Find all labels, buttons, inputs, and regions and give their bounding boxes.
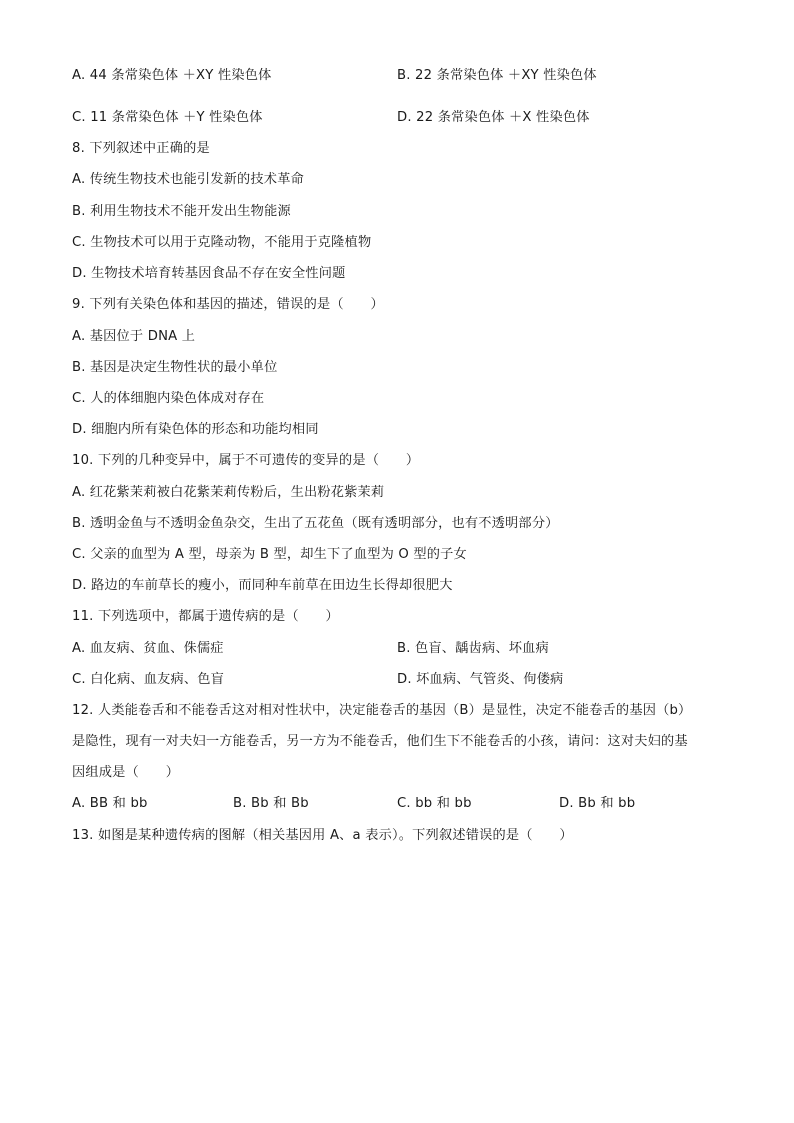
q11-options-row-2	[72, 671, 722, 689]
q9-option-d[interactable]: D. 细胞内所有染色体的形态和功能均相同	[72, 422, 319, 437]
q7-option-a[interactable]: A. 44 条常染色体 ＋XY 性染色体	[72, 68, 272, 83]
q9-stem: 9. 下列有关染色体和基因的描述，错误的是（ ）	[72, 297, 384, 312]
q8-option-d[interactable]: D. 生物技术培育转基因食品不存在安全性问题	[72, 266, 346, 281]
q7-options-row-2	[72, 109, 722, 127]
q7-option-b[interactable]: B. 22 条常染色体 ＋XY 性染色体	[397, 68, 597, 83]
q11-options-row-1	[72, 640, 722, 658]
q10-option-c[interactable]: C. 父亲的血型为 A 型，母亲为 B 型，却生下了血型为 O 型的子女	[72, 547, 467, 562]
q10-option-b[interactable]: B. 透明金鱼与不透明金鱼杂交，生出了五花鱼（既有透明部分，也有不透明部分）	[72, 516, 559, 531]
q8-option-b[interactable]: B. 利用生物技术不能开发出生物能源	[72, 204, 291, 219]
q11-option-a[interactable]: A. 血友病、贫血、侏儒症	[72, 641, 224, 656]
q12-stem-line-3: 因组成是（ ）	[72, 765, 180, 780]
q8-option-c[interactable]: C. 生物技术可以用于克隆动物，不能用于克隆植物	[72, 235, 372, 250]
q13-stem: 13. 如图是某种遗传病的图解（相关基因用 A、a 表示）。下列叙述错误的是（ ）	[72, 828, 573, 843]
q9-option-a[interactable]: A. 基因位于 DNA 上	[72, 329, 196, 344]
q7-option-d[interactable]: D. 22 条常染色体 ＋X 性染色体	[397, 110, 590, 125]
q11-stem: 11. 下列选项中，都属于遗传病的是（ ）	[72, 609, 339, 624]
q12-stem-line-1: 12. 人类能卷舌和不能卷舌这对相对性状中，决定能卷舌的基因（B）是显性，决定不能卷舌的基因（b）	[72, 703, 692, 718]
q11-option-c[interactable]: C. 白化病、血友病、色盲	[72, 672, 225, 687]
q12-options-row	[72, 795, 722, 813]
q12-option-d[interactable]: D. Bb 和 bb	[559, 796, 636, 811]
q9-option-b[interactable]: B. 基因是决定生物性状的最小单位	[72, 360, 278, 375]
q11-option-b[interactable]: B. 色盲、龋齿病、坏血病	[397, 641, 549, 656]
q7-option-c[interactable]: C. 11 条常染色体 ＋Y 性染色体	[72, 110, 263, 125]
q10-option-d[interactable]: D. 路边的车前草长的瘦小，而同种车前草在田边生长得却很肥大	[72, 578, 453, 593]
q10-option-a[interactable]: A. 红花紫茉莉被白花紫茉莉传粉后，生出粉花紫茉莉	[72, 485, 385, 500]
q12-stem-line-2: 是隐性，现有一对夫妇一方能卷舌，另一方为不能卷舌，他们生下不能卷舌的小孩，请问：这对夫妇的基	[72, 734, 688, 749]
q12-option-c[interactable]: C. bb 和 bb	[397, 796, 472, 811]
q10-stem: 10. 下列的几种变异中，属于不可遗传的变异的是（ ）	[72, 453, 420, 468]
q8-stem: 8. 下列叙述中正确的是	[72, 141, 210, 156]
q7-options-row-1	[72, 67, 722, 85]
q12-option-b[interactable]: B. Bb 和 Bb	[233, 796, 309, 811]
q11-option-d[interactable]: D. 坏血病、气管炎、佝偻病	[397, 672, 564, 687]
q12-option-a[interactable]: A. BB 和 bb	[72, 796, 148, 811]
q9-option-c[interactable]: C. 人的体细胞内染色体成对存在	[72, 391, 265, 406]
q8-option-a[interactable]: A. 传统生物技术也能引发新的技术革命	[72, 172, 304, 187]
